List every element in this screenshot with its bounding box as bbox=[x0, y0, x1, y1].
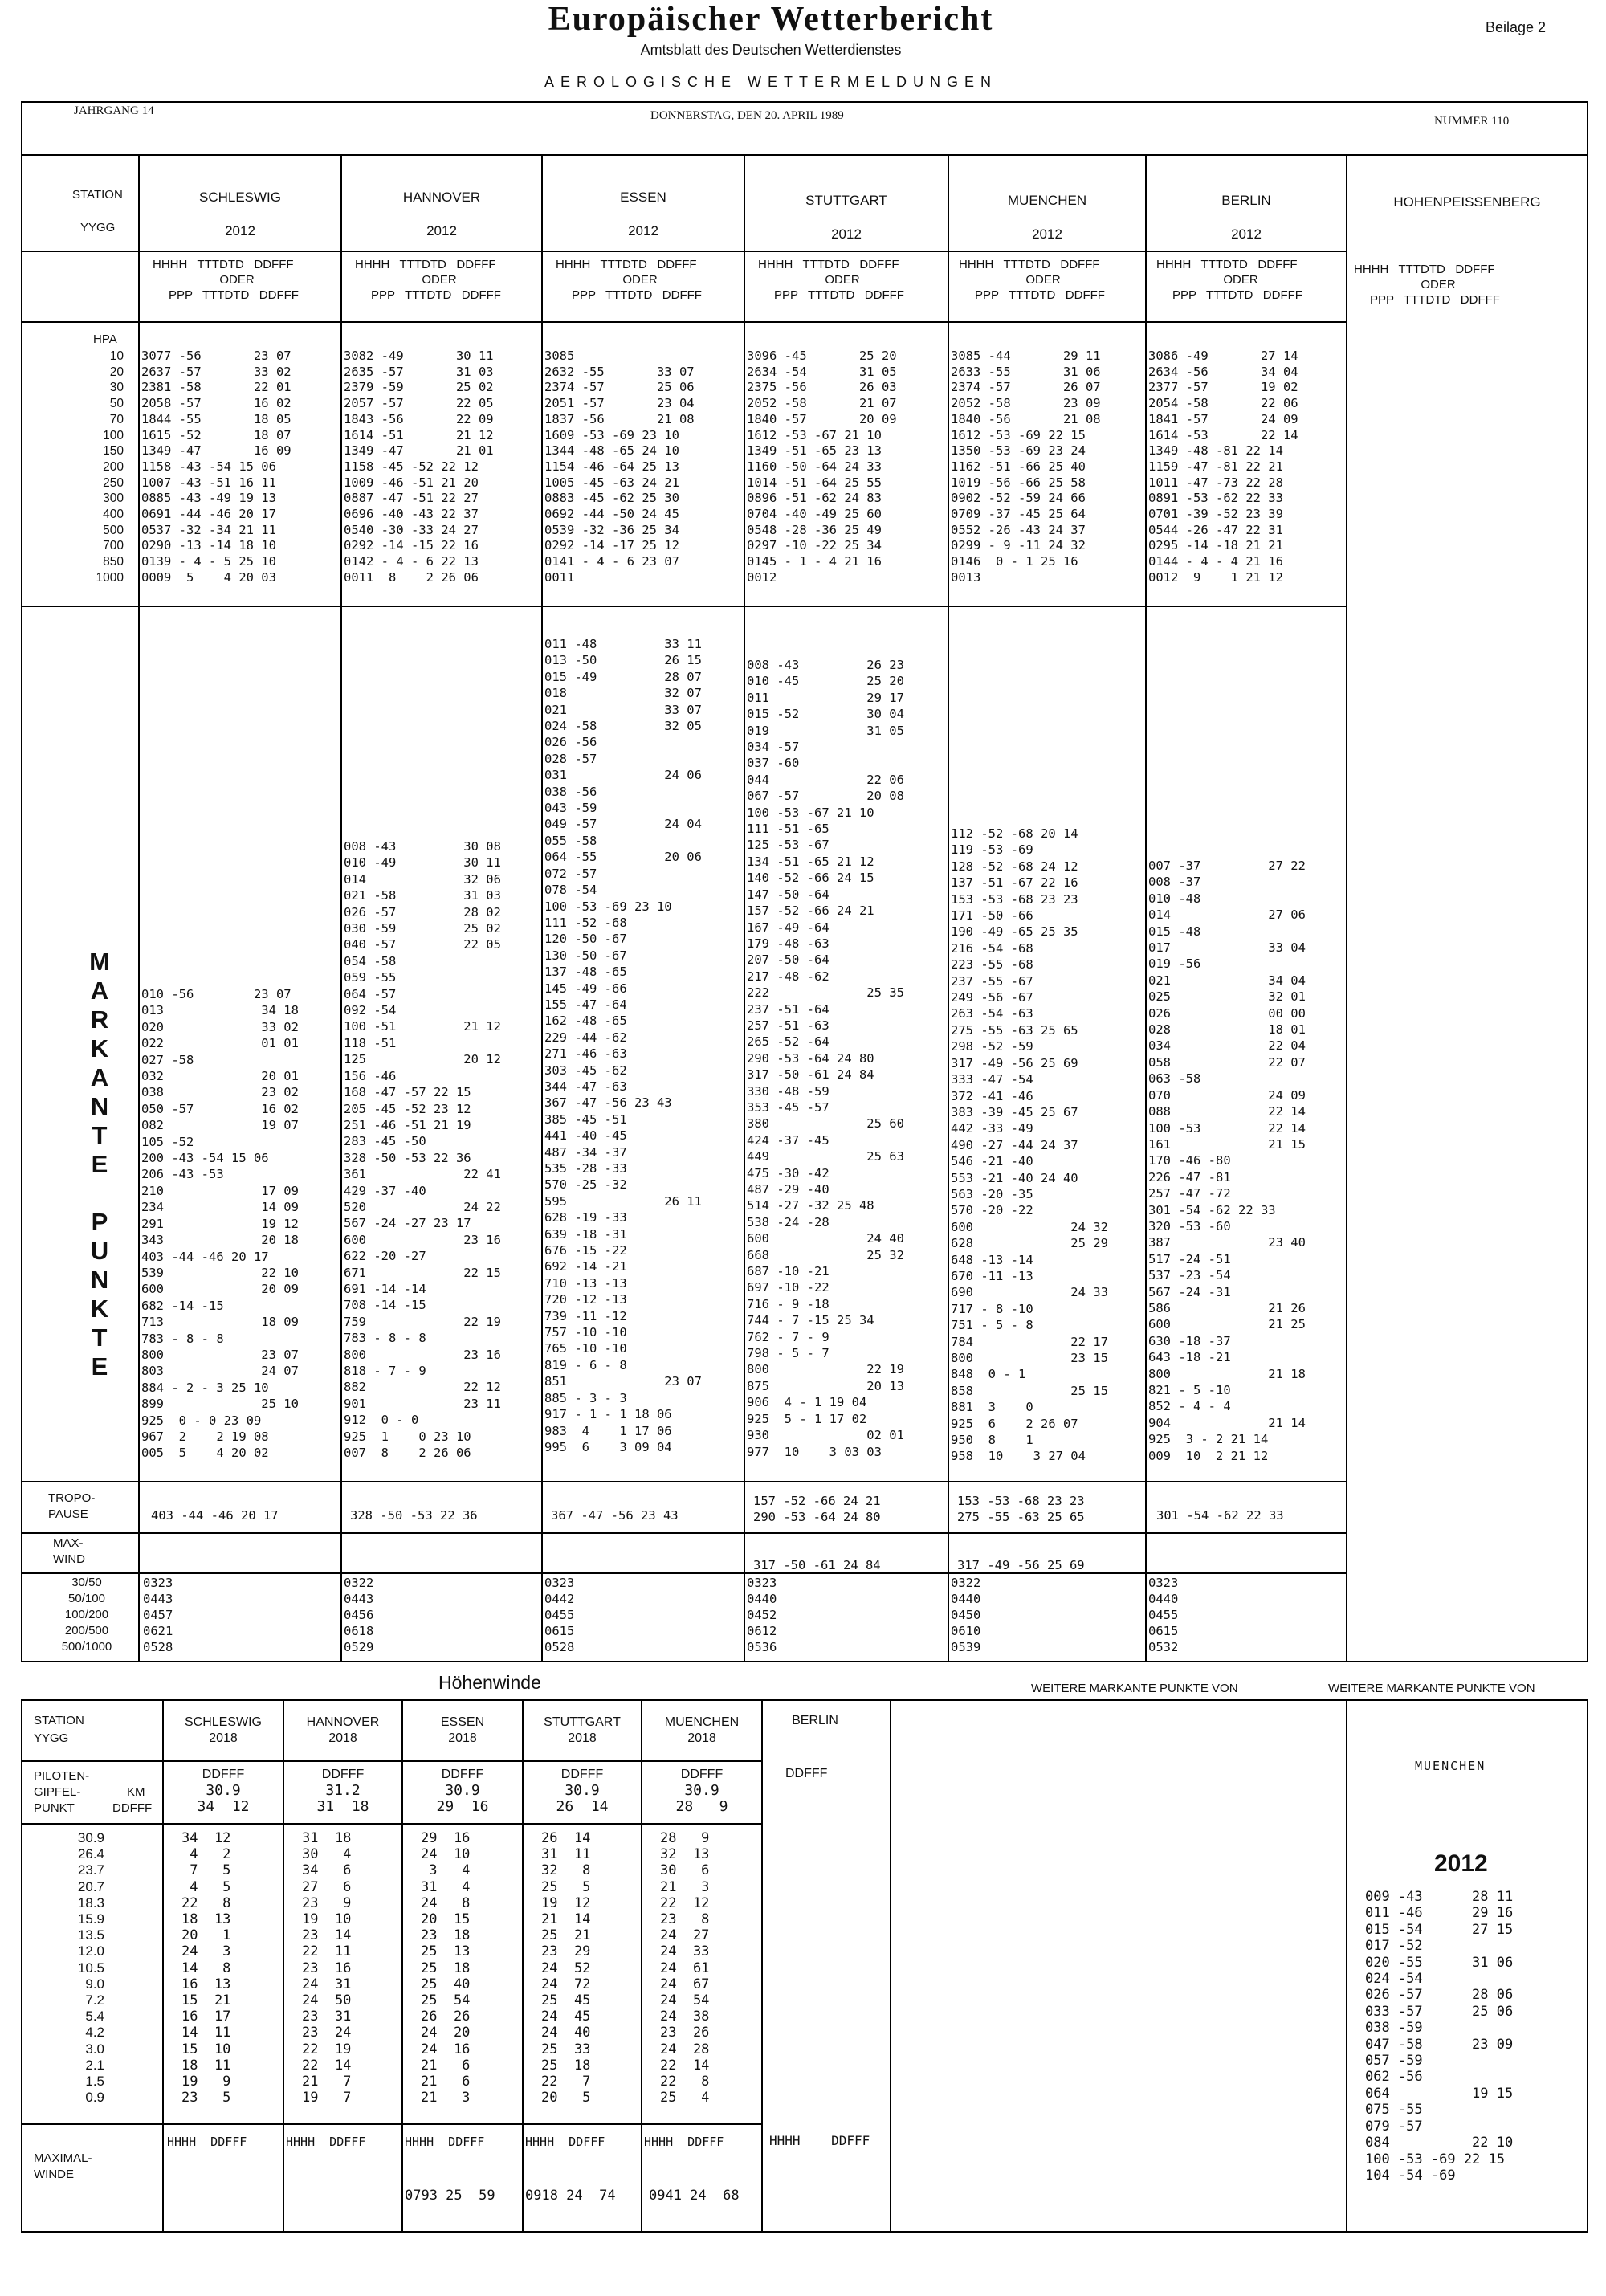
column-header-line: HHHH TTTDTD DDFFF bbox=[959, 258, 1100, 271]
col-sep bbox=[1346, 154, 1347, 1661]
extra-station-name: MUENCHEN bbox=[1415, 1759, 1486, 1773]
lower-frame-left bbox=[21, 1699, 22, 2233]
layer-labels: 30/50 50/100 100/200 200/500 500/1000 bbox=[61, 1576, 112, 1654]
maxwind-muenchen: 317 -49 -56 25 69 bbox=[957, 1558, 1085, 1572]
frame-right bbox=[1587, 101, 1588, 1662]
maxwind-hdr: HHHH DDFFF bbox=[286, 2135, 366, 2149]
column-header-line: ODER bbox=[622, 273, 658, 287]
column-header-line: HHHH TTTDTD DDFFF bbox=[153, 258, 294, 271]
maxwind-hdr: HHHH DDFFF bbox=[644, 2135, 724, 2149]
station-code: 2012 bbox=[831, 226, 862, 242]
winds-hannover: 31 18 30 4 34 6 27 6 23 9 19 10 23 14 22 11 23 16 24 31 24 50 23 31 23 24 22 19 22 14 21 7 19 7 bbox=[302, 1830, 352, 2106]
pilot-hdr: DDFFF bbox=[680, 1768, 724, 1781]
pressure-levels: 10 20 30 50 70 100 150 200 250 300 400 500 700 850 1000 bbox=[96, 349, 124, 585]
station-code: 2012 bbox=[1032, 226, 1062, 242]
column-header bbox=[153, 257, 337, 303]
row-sep bbox=[21, 1532, 1347, 1534]
tropo-label-line2: PAUSE bbox=[48, 1507, 88, 1521]
layers-hannover: 0322 0443 0456 0618 0529 bbox=[344, 1576, 374, 1654]
markante-letter: T bbox=[92, 1323, 108, 1352]
pilot-label-gipfel: GIPFEL- bbox=[34, 1785, 81, 1799]
markante-letter: E bbox=[91, 1352, 108, 1380]
markante-letter: E bbox=[91, 1150, 108, 1178]
extra-sig-points: 009 -43 28 11 011 -46 29 16 015 -54 27 15 017 -52 020 -55 31 06 024 -54 026 -57 28 06 033 -57 25 06 038 -59 047 -58 23 09 057 -59 062 -56 064 19 15 075 -55 079 -57 084 22 10 100 -53 -69 22 15 104 -54 -69 bbox=[1365, 1889, 1514, 2184]
column-header-line: PPP TTTDTD DDFFF bbox=[169, 288, 299, 302]
markante-letter: M bbox=[89, 948, 110, 976]
tropo-hannover: 328 -50 -53 22 36 bbox=[350, 1508, 478, 1523]
tropo-label bbox=[48, 1491, 95, 1523]
pilot-dd: 34 12 bbox=[197, 1798, 250, 1815]
maxwind-label bbox=[53, 1535, 85, 1568]
pilot-dd: 29 16 bbox=[436, 1798, 489, 1815]
lower-station-code: 2018 bbox=[687, 1731, 716, 1745]
std-levels-berlin: 3086 -49 27 14 2634 -56 34 04 2377 -57 19 02 2054 -58 22 06 1841 -57 24 09 1614 -53 22 14 1349 -48 -81 22 14 1159 -47 -81 22 21 1011 -47 -73 22 28 0891 -53 -62 22 33 0701 -39 -52 23 39 0544 -26 -47 22 31 0295 -14 -18 21 21 0144 - 4 - 4 21 16 0012 9 1 21 12 bbox=[1148, 349, 1298, 585]
tropo-label-line1: TROPO- bbox=[48, 1491, 96, 1505]
col-sep bbox=[1145, 154, 1147, 1661]
lower-row-sep bbox=[21, 2123, 761, 2125]
winds-muenchen: 28 9 32 13 30 6 21 3 22 12 23 8 24 27 24 33 24 61 24 67 24 54 24 38 23 26 24 28 22 14 22 8 25 4 bbox=[660, 1830, 710, 2106]
extra-station-code: 2012 bbox=[1434, 1850, 1488, 1877]
pilot-dd: 26 14 bbox=[556, 1798, 609, 1815]
lower-station-name: SCHLESWIG bbox=[184, 1715, 262, 1729]
pilot-hdr: DDFFF bbox=[560, 1768, 604, 1781]
column-header-line: HHHH TTTDTD DDFFF bbox=[1354, 263, 1495, 276]
lower-station-name: ESSEN bbox=[440, 1715, 485, 1729]
markante-gap bbox=[84, 1179, 116, 1208]
row-sep bbox=[21, 1572, 1347, 1574]
station-name: MUENCHEN bbox=[1007, 193, 1087, 208]
row-sep bbox=[21, 606, 1347, 607]
std-levels-muenchen: 3085 -44 29 11 2633 -55 31 06 2374 -57 26 07 2052 -58 23 09 1840 -56 21 08 1612 -53 -69 22 15 1350 -53 -69 23 24 1162 -51 -66 25 40 1019 -56 -66 25 58 0902 -52 -59 24 66 0709 -37 -45 25 64 0552 -26 -43 24 37 0299 - 9 -11 24 32 0146 0 - 1 25 16 0013 bbox=[951, 349, 1101, 585]
std-levels-schleswig: 3077 -56 23 07 2637 -57 33 02 2381 -58 22 01 2058 -57 16 02 1844 -55 18 05 1615 -52 18 07 1349 -47 16 09 1158 -43 -54 15 06 1007 -43 -51 16 11 0885 -43 -49 19 13 0691 -44 -46 20 17 0537 -32 -34 21 11 0290 -13 -14 18 10 0139 - 4 - 5 25 10 0009 5 4 20 03 bbox=[141, 349, 291, 585]
markante-letter: P bbox=[91, 1208, 108, 1236]
tropo-berlin: 301 -54 -62 22 33 bbox=[1156, 1508, 1284, 1523]
std-levels-essen: 3085 2632 -55 33 07 2374 -57 25 06 2051 -57 23 04 1837 -56 21 08 1609 -53 -69 23 10 1344 -48 -65 24 10 1154 -46 -64 25 13 1005 -45 -63 24 21 0883 -45 -62 25 30 0692 -44 -50 24 45 0539 -32 -36 25 34 0292 -14 -17 25 12 0141 - 4 - 6 23 07 0011 bbox=[544, 349, 695, 585]
column-header-line: PPP TTTDTD DDFFF bbox=[572, 288, 702, 302]
pilot-cell-stuttgart bbox=[524, 1767, 641, 1815]
pilot-cell-hannover bbox=[284, 1767, 402, 1815]
column-header-line: ODER bbox=[825, 273, 860, 287]
markante-letter: R bbox=[90, 1005, 109, 1034]
winds-schleswig: 34 12 4 2 7 5 4 5 22 8 18 13 20 1 24 3 14 8 16 13 15 21 16 17 14 11 15 10 18 11 19 9 23 5 bbox=[181, 1830, 231, 2106]
lower-station-code: 2018 bbox=[209, 1731, 238, 1745]
pilot-km: 30.9 bbox=[565, 1782, 600, 1799]
column-header-line: HHHH TTTDTD DDFFF bbox=[556, 258, 697, 271]
station-name: STUTTGART bbox=[805, 193, 887, 208]
maxwind-label-line1: MAX- bbox=[53, 1536, 84, 1550]
std-levels-stuttgart: 3096 -45 25 20 2634 -54 31 05 2375 -56 26 03 2052 -58 21 07 1840 -57 20 09 1612 -53 -67 21 10 1349 -51 -65 23 13 1160 -50 -64 24 33 1014 -51 -64 25 55 0896 -51 -62 24 83 0704 -40 -49 25 60 0548 -28 -36 25 49 0297 -10 -22 25 34 0145 - 1 - 4 21 16 0012 bbox=[747, 349, 897, 585]
column-header-line: ODER bbox=[1421, 278, 1456, 292]
station-code: 2012 bbox=[1231, 226, 1262, 242]
lower-row-sep bbox=[21, 1823, 761, 1825]
station-name: BERLIN bbox=[1221, 193, 1271, 208]
pilot-cell-muenchen bbox=[642, 1767, 761, 1815]
lower-station-code: 2018 bbox=[448, 1731, 477, 1745]
station-name: ESSEN bbox=[620, 190, 666, 205]
station-label: STATION bbox=[72, 188, 123, 202]
col-sep bbox=[744, 154, 745, 1661]
lower-col-sep bbox=[1346, 1699, 1347, 2233]
sig-points-stuttgart: 008 -43 26 23 010 -45 25 20 011 29 17 015 -52 30 04 019 31 05 034 -57 037 -60 044 22 06 067 -57 20 08 100 -53 -67 21 10 111 -51 -65 125 -53 -67 134 -51 -65 21 12 140 -52 -66 24 15 147 -50 -64 157 -52 -66 24 21 167 -49 -64 179 -48 -63 207 -50 -64 217 -48 -62 222 25 35 237 -51 -64 257 -51 -63 265 -52 -64 290 -53 -64 24 80 317 -50 -61 24 84 330 -48 -59 353 -45 -57 380 25 60 424 -37 -45 449 25 63 475 -30 -42 487 -29 -40 514 -27 -32 25 48 538 -24 -28 600 24 40 668 25 32 687 -10 -21 697 -10 -22 716 - 9 -18 744 - 7 -15 25 34 762 - 7 - 9 798 - 5 - 7 800 22 19 875 20 13 906 4 - 1 19 04 925 5 - 1 17 02 930 02 01 977 10 3 03 03 bbox=[747, 658, 904, 1459]
pilot-hdr: DDFFF bbox=[202, 1768, 245, 1781]
pilot-label-line2 bbox=[34, 1784, 154, 1801]
markante-letter: K bbox=[90, 1034, 109, 1062]
row-sep bbox=[21, 1481, 1347, 1482]
info-line bbox=[21, 154, 1588, 156]
tropo-schleswig: 403 -44 -46 20 17 bbox=[151, 1508, 279, 1523]
lower-station-code: 2018 bbox=[568, 1731, 597, 1745]
winds-essen: 29 16 24 10 3 4 31 4 24 8 20 15 23 18 25 13 25 18 25 40 25 54 26 26 24 20 24 16 21 6 21 6 21 3 bbox=[421, 1830, 471, 2106]
pilot-label-line3 bbox=[34, 1801, 154, 1817]
column-header bbox=[556, 257, 740, 303]
markante-letter: A bbox=[90, 977, 109, 1005]
page-subtitle: Amtsblatt des Deutschen Wetterdienstes bbox=[640, 42, 902, 58]
pilot-km: 30.9 bbox=[445, 1782, 480, 1799]
col-sep bbox=[138, 154, 140, 1661]
markante-letter: K bbox=[90, 1295, 109, 1323]
frame-left bbox=[21, 101, 22, 1662]
layers-schleswig: 0323 0443 0457 0621 0528 bbox=[143, 1576, 173, 1654]
supplement-label: Beilage 2 bbox=[1486, 19, 1547, 35]
lower-frame-right bbox=[1587, 1699, 1588, 2233]
lower-col-sep bbox=[890, 1699, 891, 2233]
lower-station-name: STUTTGART bbox=[544, 1715, 621, 1729]
station-name: SCHLESWIG bbox=[198, 190, 282, 205]
issue-number: NUMMER 110 bbox=[1434, 115, 1510, 128]
layers-essen: 0323 0442 0455 0615 0528 bbox=[544, 1576, 575, 1654]
volume-label: JAHRGANG 14 bbox=[74, 104, 154, 117]
page-title: Europäischer Wetterbericht bbox=[548, 1, 994, 38]
hoehenwinde-title: Höhenwinde bbox=[438, 1672, 541, 1693]
column-header bbox=[355, 257, 540, 303]
lower-col-sep bbox=[761, 1699, 763, 2233]
row-sep bbox=[21, 321, 1347, 323]
maxwind-essen: 0793 25 59 bbox=[405, 2188, 495, 2204]
column-header-line: ODER bbox=[422, 273, 457, 287]
row-sep bbox=[21, 251, 1347, 252]
pilot-dd: 28 9 bbox=[675, 1798, 728, 1815]
lower-maxwind-line1: MAXIMAL- bbox=[34, 2151, 92, 2165]
column-header-line: HHHH TTTDTD DDFFF bbox=[1156, 258, 1298, 271]
sig-points-schleswig: 010 -56 23 07 013 34 18 020 33 02 022 01 01 027 -58 032 20 01 038 23 02 050 -57 16 02 082 19 07 105 -52 200 -43 -54 15 06 206 -43 -53 210 17 09 234 14 09 291 19 12 343 20 18 403 -44 -46 20 17 539 22 10 600 20 09 682 -14 -15 713 18 09 783 - 8 - 8 800 23 07 803 24 07 884 - 2 - 3 25 10 899 25 10 925 0 - 0 23 09 967 2 2 19 08 005 5 4 20 02 bbox=[141, 987, 299, 1461]
tropo-muenchen: 153 -53 -68 23 23 275 -55 -63 25 65 bbox=[957, 1494, 1085, 1524]
maxwind-hdr-berlin: HHHH DDFFF bbox=[769, 2133, 870, 2148]
pilot-label-line1: PILOTEN- bbox=[34, 1769, 90, 1783]
col-sep bbox=[541, 154, 543, 1661]
col-sep bbox=[948, 154, 949, 1661]
layers-berlin: 0323 0440 0455 0615 0532 bbox=[1148, 1576, 1179, 1654]
date-label: DONNERSTAG, DEN 20. APRIL 1989 bbox=[650, 109, 844, 122]
column-header-line: PPP TTTDTD DDFFF bbox=[371, 288, 501, 302]
station-code: 2012 bbox=[628, 223, 658, 239]
column-header-line: PPP TTTDTD DDFFF bbox=[975, 288, 1105, 302]
pilot-cell-berlin: DDFFF bbox=[785, 1767, 828, 1780]
lower-code-label: YYGG bbox=[34, 1731, 69, 1745]
maxwind-hdr: HHHH DDFFF bbox=[167, 2135, 247, 2149]
pilot-label-punkt: PUNKT bbox=[34, 1801, 75, 1815]
pilot-cell-schleswig bbox=[164, 1767, 283, 1815]
lower-station-name: BERLIN bbox=[792, 1714, 838, 1727]
pilot-hdr: DDFFF bbox=[441, 1768, 484, 1781]
pilot-dd: 31 18 bbox=[316, 1798, 369, 1815]
column-header-line: PPP TTTDTD DDFFF bbox=[1370, 293, 1500, 307]
column-header-line: HHHH TTTDTD DDFFF bbox=[758, 258, 899, 271]
maxwind-muenchen: 0941 24 68 bbox=[649, 2188, 740, 2204]
frame-bottom bbox=[21, 1661, 1588, 1662]
frame-top bbox=[21, 101, 1588, 103]
hpa-label: HPA bbox=[93, 332, 117, 346]
station-code: 2012 bbox=[426, 223, 457, 239]
column-header-line: PPP TTTDTD DDFFF bbox=[1172, 288, 1302, 302]
more-points-label: WEITERE MARKANTE PUNKTE VON bbox=[1328, 1682, 1535, 1695]
column-header-line: ODER bbox=[1025, 273, 1061, 287]
pilot-label-ddfff: DDFFF bbox=[112, 1801, 153, 1815]
layers-stuttgart: 0323 0440 0452 0612 0536 bbox=[747, 1576, 777, 1654]
lower-station-name: MUENCHEN bbox=[664, 1715, 740, 1729]
lower-maxwind-line2: WINDE bbox=[34, 2168, 74, 2181]
markante-punkte-label bbox=[84, 948, 116, 1381]
maxwind-label-line2: WIND bbox=[53, 1552, 85, 1566]
tropo-essen: 367 -47 -56 23 43 bbox=[551, 1508, 679, 1523]
column-header bbox=[959, 257, 1143, 303]
markante-letter: N bbox=[90, 1092, 109, 1120]
code-label: YYGG bbox=[80, 221, 116, 234]
layers-muenchen: 0322 0440 0450 0610 0539 bbox=[951, 1576, 981, 1654]
maxwind-stuttgart: 0918 24 74 bbox=[525, 2188, 616, 2204]
column-header bbox=[1156, 257, 1341, 303]
column-header-line: ODER bbox=[1223, 273, 1258, 287]
pilot-label bbox=[34, 1768, 154, 1817]
col-sep bbox=[340, 154, 342, 1661]
section-title: AEROLOGISCHE WETTERMELDUNGEN bbox=[544, 74, 998, 90]
sig-points-muenchen: 112 -52 -68 20 14 119 -53 -69 128 -52 -68 24 12 137 -51 -67 22 16 153 -53 -68 23 23 171 -50 -66 190 -49 -65 25 35 216 -54 -68 223 -55 -68 237 -55 -67 249 -56 -67 263 -54 -63 275 -55 -63 25 65 298 -52 -59 317 -49 -56 25 69 333 -47 -54 372 -41 -46 383 -39 -45 25 67 442 -33 -49 490 -27 -44 24 37 546 -21 -40 553 -21 -40 24 40 563 -20 -35 570 -20 -22 600 24 32 628 25 29 648 -13 -14 670 -11 -13 690 24 33 717 - 8 -10 751 - 5 - 8 784 22 17 800 23 15 848 0 - 1 858 25 15 881 3 0 925 6 2 26 07 950 8 1 958 10 3 27 04 bbox=[951, 826, 1108, 1464]
winds-stuttgart: 26 14 31 11 32 8 25 5 19 12 21 14 25 21 23 29 24 52 24 72 25 45 24 45 24 40 25 33 25 18 22 7 20 5 bbox=[541, 1830, 591, 2106]
tropo-stuttgart: 157 -52 -66 24 21 290 -53 -64 24 80 bbox=[753, 1494, 881, 1524]
markante-letter: T bbox=[92, 1121, 108, 1149]
maxwind-stuttgart: 317 -50 -61 24 84 bbox=[753, 1558, 881, 1572]
markante-letter: A bbox=[90, 1063, 109, 1091]
sig-points-hannover: 008 -43 30 08 010 -49 30 11 014 32 06 021 -58 31 03 026 -57 28 02 030 -59 25 02 040 -57 22 05 054 -58 059 -55 064 -57 092 -54 100 -51 21 12 118 -51 125 20 12 156 -46 168 -47 -57 22 15 205 -45 -52 23 12 251 -46 -51 21 19 283 -45 -50 328 -50 -53 22 36 361 22 41 429 -37 -40 520 24 22 567 -24 -27 23 17 600 23 16 622 -20 -27 671 22 15 691 -14 -14 708 -14 -15 759 22 19 783 - 8 - 8 800 23 16 818 - 7 - 9 882 22 12 901 23 11 912 0 - 0 925 1 0 23 10 007 8 2 26 06 bbox=[344, 839, 501, 1461]
column-header bbox=[758, 257, 943, 303]
lower-station-name: HANNOVER bbox=[306, 1715, 380, 1729]
lower-station-label: STATION bbox=[34, 1714, 84, 1727]
column-header-line: PPP TTTDTD DDFFF bbox=[774, 288, 904, 302]
lower-station-code: 2018 bbox=[328, 1731, 357, 1745]
station-name: HOHENPEISSENBERG bbox=[1393, 194, 1541, 210]
sig-points-essen: 011 -48 33 11 013 -50 26 15 015 -49 28 07 018 32 07 021 33 07 024 -58 32 05 026 -56 028 -57 031 24 06 038 -56 043 -59 049 -57 24 04 055 -58 064 -55 20 06 072 -57 078 -54 100 -53 -69 23 10 111 -52 -68 120 -50 -67 130 -50 -67 137 -48 -65 145 -49 -66 155 -47 -64 162 -48 -65 229 -44 -62 271 -46 -63 303 -45 -62 344 -47 -63 367 -47 -56 23 43 385 -45 -51 441 -40 -45 487 -34 -37 535 -28 -33 570 -25 -32 595 26 11 628 -19 -33 639 -18 -31 676 -15 -22 692 -14 -21 710 -13 -13 720 -12 -13 739 -11 -12 757 -10 -10 765 -10 -10 819 - 6 - 8 851 23 07 885 - 3 - 3 917 - 1 - 1 18 06 983 4 1 17 06 995 6 3 09 04 bbox=[544, 637, 702, 1454]
station-code: 2012 bbox=[225, 223, 255, 239]
sig-points-berlin: 007 -37 27 22 008 -37 010 -48 014 27 06 015 -48 017 33 04 019 -56 021 34 04 025 32 01 026 00 00 028 18 01 034 22 04 058 22 07 063 -58 070 24 09 088 22 14 100 -53 22 14 161 21 15 170 -46 -80 226 -47 -81 257 -47 -72 301 -54 -62 22 33 320 -53 -60 387 23 40 517 -24 -51 537 -23 -54 567 -24 -31 586 21 26 600 21 25 630 -18 -37 643 -18 -21 800 21 18 821 - 5 -10 852 - 4 - 4 904 21 14 925 3 - 2 21 14 009 10 2 21 12 bbox=[1148, 858, 1306, 1463]
pilot-km: 31.2 bbox=[325, 1782, 361, 1799]
pilot-cell-essen bbox=[403, 1767, 522, 1815]
maxwind-hdr: HHHH DDFFF bbox=[405, 2135, 485, 2149]
column-header-line: ODER bbox=[219, 273, 255, 287]
more-points-label: WEITERE MARKANTE PUNKTE VON bbox=[1031, 1682, 1238, 1695]
pilot-km: 30.9 bbox=[684, 1782, 719, 1799]
height-levels-km: 30.9 26.4 23.7 20.7 18.3 15.9 13.5 12.0 10.5 9.0 7.2 5.4 4.2 3.0 2.1 1.5 0.9 bbox=[77, 1830, 104, 2106]
lower-maxwind-label bbox=[34, 2151, 92, 2183]
markante-letter: U bbox=[90, 1237, 109, 1265]
std-levels-hannover: 3082 -49 30 11 2635 -57 31 03 2379 -59 25 02 2057 -57 22 05 1843 -56 22 09 1614 -51 21 12 1349 -47 21 01 1158 -45 -52 22 12 1009 -46 -51 21 20 0887 -47 -51 22 27 0696 -40 -43 22 37 0540 -30 -33 24 27 0292 -14 -15 22 16 0142 - 4 - 6 22 13 0011 8 2 26 06 bbox=[344, 349, 494, 585]
column-header bbox=[1354, 262, 1539, 308]
lower-frame-top bbox=[21, 1699, 1588, 1701]
pilot-label-km: KM bbox=[127, 1785, 145, 1799]
station-name: HANNOVER bbox=[402, 190, 481, 205]
maxwind-hdr: HHHH DDFFF bbox=[525, 2135, 605, 2149]
pilot-km: 30.9 bbox=[206, 1782, 241, 1799]
pilot-hdr: DDFFF bbox=[321, 1768, 365, 1781]
column-header-line: HHHH TTTDTD DDFFF bbox=[355, 258, 496, 271]
lower-row-sep bbox=[21, 1760, 761, 1762]
markante-letter: N bbox=[90, 1266, 109, 1294]
lower-frame-bottom bbox=[21, 2231, 1588, 2233]
